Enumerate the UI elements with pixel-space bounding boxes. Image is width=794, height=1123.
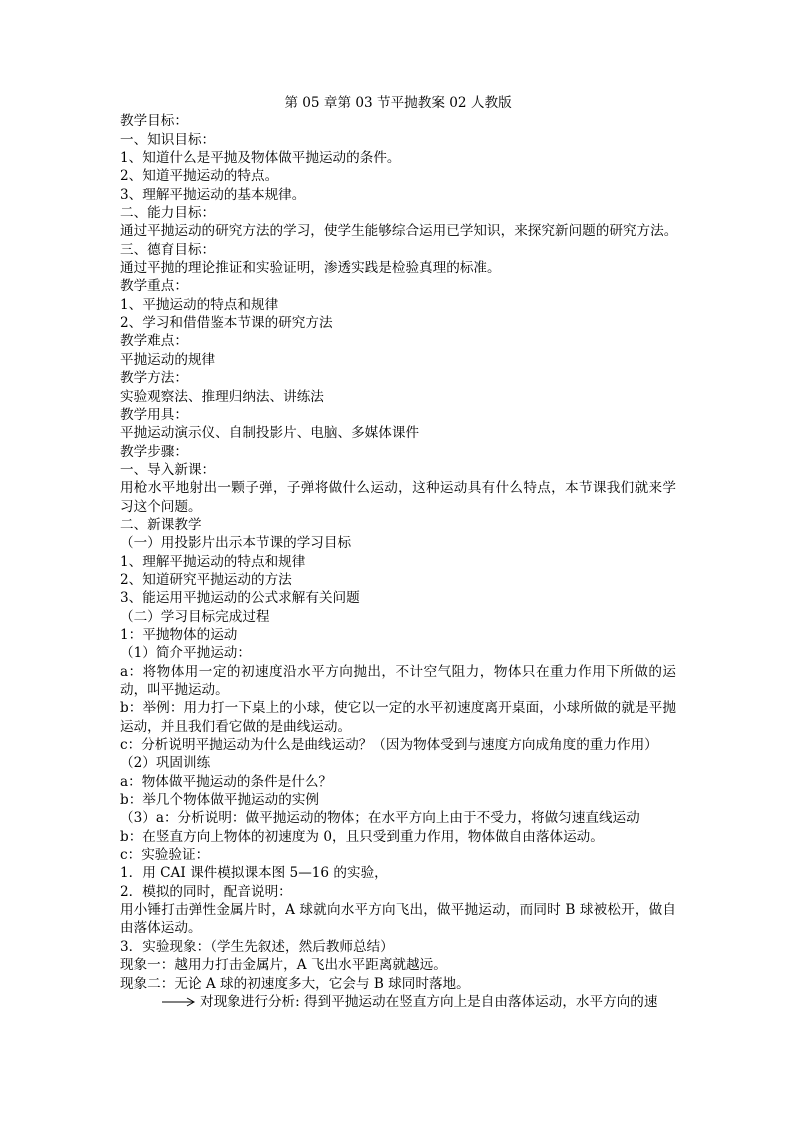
line-practice: （2）巩固训练 — [120, 755, 211, 772]
line-analysis-b: b：在竖直方向上物体的初速度为 0，且只受到重力作用，物体做自由落体运动。 — [120, 828, 604, 845]
line-methods-text: 实验观察法、推理归纳法、讲练法 — [120, 388, 324, 405]
line-ability-goals: 二、能力目标： — [120, 205, 216, 222]
line-projectile-motion: 1：平抛物体的运动 — [120, 626, 238, 643]
right-arrow-icon — [162, 997, 196, 1007]
line-analysis-a: （3）a：分析说明：做平抛运动的物体；在水平方向上由于不受力，将做匀速直线运动 — [120, 810, 640, 827]
line-knowledge-2: 2、知道平抛运动的特点。 — [120, 168, 279, 185]
line-goal-2: 2、知道研究平抛运动的方法 — [120, 571, 292, 588]
line-methods: 教学方法： — [120, 370, 188, 387]
line-knowledge-3: 3、理解平抛运动的基本规律。 — [120, 186, 306, 203]
line-new-lesson: 二、新课教学 — [120, 516, 202, 533]
line-moral-text: 通过平抛的理论推证和实验证明，渗透实践是检验真理的标准。 — [120, 260, 501, 277]
line-key-point-2: 2、学习和借借鉴本节课的研究方法 — [120, 315, 333, 332]
line-practice-a: a：物体做平抛运动的条件是什么？ — [120, 773, 333, 790]
line-voiceover: 2．模拟的同时，配音说明： — [120, 883, 292, 900]
line-process: （二）学习目标完成过程 — [120, 608, 270, 625]
line-phenomenon-1: 现象一：越用力打击金属片，A 飞出水平距离就越远。 — [120, 957, 447, 974]
line-ability-text: 通过平抛运动的研究方法的学习，使学生能够综合运用已学知识，来探究新问题的研究方法。 — [120, 223, 678, 240]
document-title: 第 05 章第 03 节平抛教案 02 人教版 — [284, 95, 512, 111]
paragraph-example: b：举例：用力打一下桌上的小球，使它以一定的水平初速度离开桌面，小球所做的就是平抛运动，并且我们看它做的是曲线运动。 — [120, 700, 676, 735]
line-goal-1: 1、理解平抛运动的特点和规律 — [120, 553, 306, 570]
line-key-points: 教学重点： — [120, 278, 188, 295]
line-projector-goals: （一）用投影片出示本节课的学习目标 — [120, 535, 352, 552]
line-goal-3: 3、能运用平抛运动的公式求解有关问题 — [120, 590, 360, 607]
paragraph-intro-text: 用枪水平地射出一颗子弹，子弹将做什么运动，这种运动具有什么特点，本节课我们就来学习这个问题。 — [120, 480, 676, 515]
line-key-point-1: 1、平抛运动的特点和规律 — [120, 296, 279, 313]
line-difficulty-text: 平抛运动的规律 — [120, 351, 216, 368]
line-cai: 1．用 CAI 课件模拟课本图 5—16 的实验， — [120, 865, 388, 882]
line-intro: 一、导入新课： — [120, 461, 216, 478]
line-steps: 教学步骤： — [120, 443, 188, 460]
line-knowledge-goals: 一、知识目标： — [120, 131, 216, 148]
line-experiment: c：实验验证： — [120, 847, 210, 864]
line-difficulty: 教学难点： — [120, 333, 188, 350]
line-phenomenon: 3．实验现象：（学生先叙述，然后教师总结） — [120, 938, 394, 955]
document-page — [120, 94, 676, 1011]
line-teaching-goals: 教学目标： — [120, 113, 188, 130]
line-knowledge-1: 1、知道什么是平抛及物体做平抛运动的条件。 — [120, 150, 401, 167]
line-practice-b: b：举几个物体做平抛运动的实例 — [120, 792, 320, 809]
paragraph-definition: a：将物体用一定的初速度沿水平方向抛出，不计空气阻力，物体只在重力作用下所做的运动，叫平抛运动。 — [120, 663, 676, 698]
line-tools-text: 平抛运动演示仪、自制投影片、电脑、多媒体课件 — [120, 425, 420, 442]
line-brief-intro: （1）简介平抛运动： — [120, 645, 251, 662]
line-analysis-arrow — [120, 993, 676, 1011]
arrow-line-text: 对现象进行分析: 得到平抛运动在竖直方向上是自由落体运动，水平方向的速 — [200, 993, 658, 1010]
line-moral-goals: 三、德育目标： — [120, 241, 216, 258]
paragraph-hammer: 用小锤打击弹性金属片时，A 球就向水平方向飞出，做平抛运动，而同时 B 球被松开，做自由落体运动。 — [120, 902, 676, 937]
line-tools: 教学用具： — [120, 406, 188, 423]
line-curve-analysis: c：分析说明平抛运动为什么是曲线运动？（因为物体受到与速度方向成角度的重力作用） — [120, 737, 658, 754]
line-phenomenon-2: 现象二：无论 A 球的初速度多大，它会与 B 球同时落地。 — [120, 975, 470, 992]
